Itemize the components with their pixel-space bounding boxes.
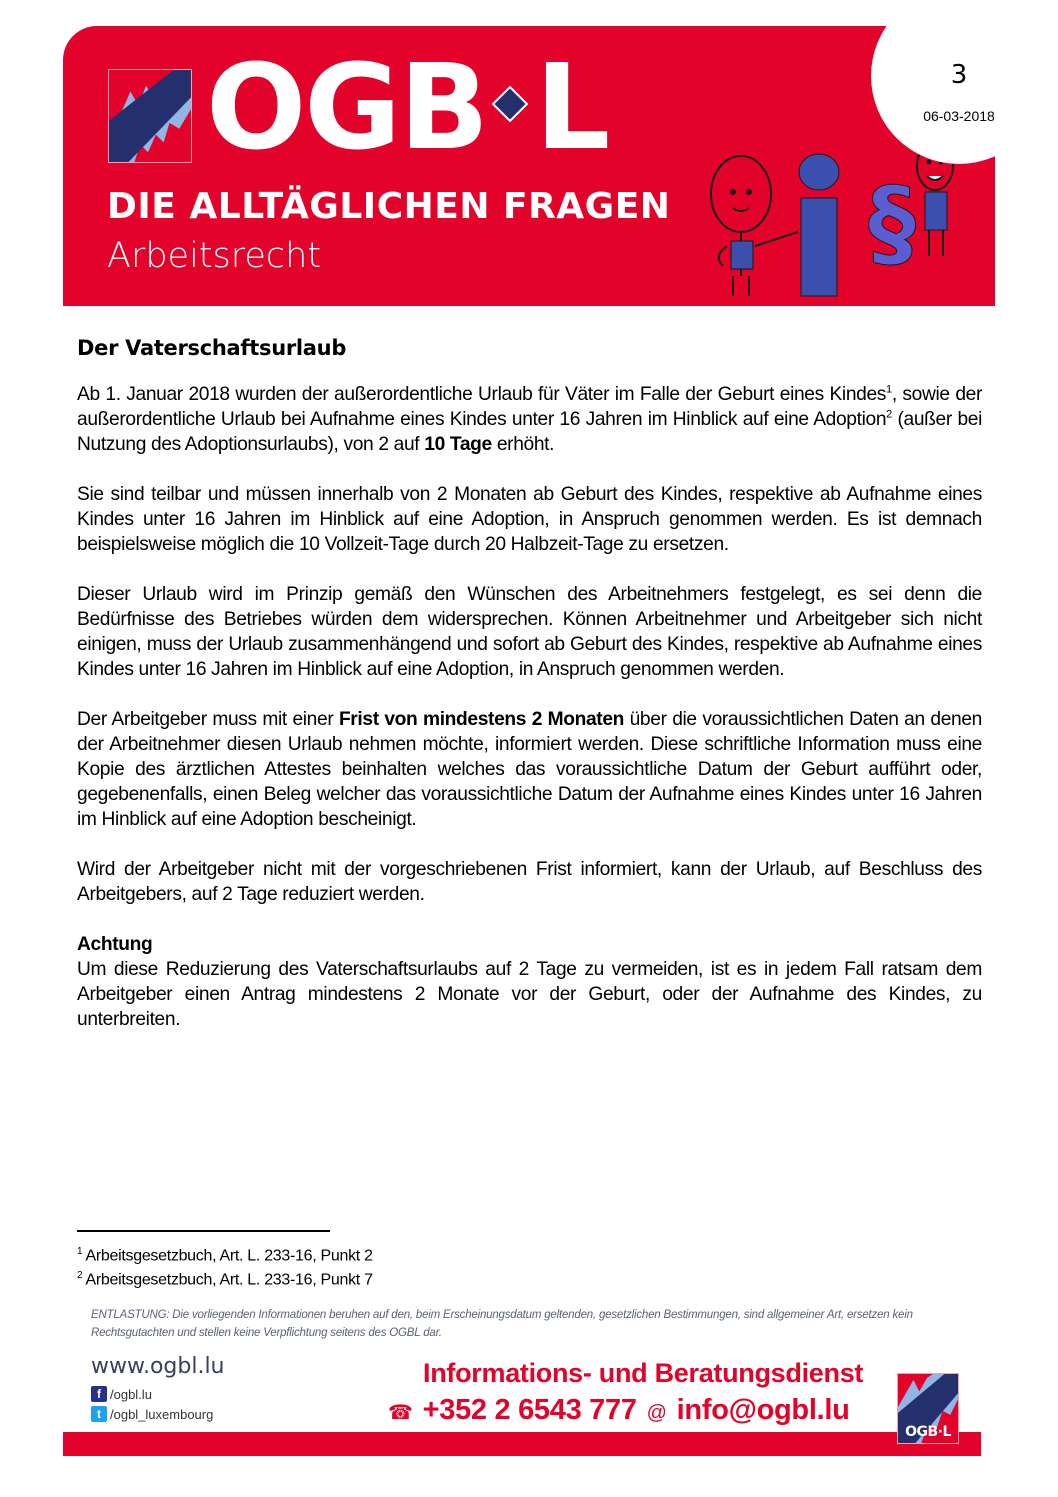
footnote-ref-2[interactable]: 2: [886, 408, 892, 421]
series-title: DIE ALLTÄGLICHEN FRAGEN: [107, 186, 671, 227]
phone-icon: ☎: [388, 1402, 413, 1424]
mascot-illustration-icon: [703, 136, 963, 306]
footnote-divider: [77, 1230, 330, 1232]
footnote-ref-1[interactable]: 1: [886, 383, 892, 396]
paragraph-divisible: Sie sind teilbar und müssen innerhalb von 2 Monaten ab Geburt des Kindes, respektive ab Aufnahme eines Kindes unter 16 Jahren im Hinblick auf eine Adoption, in Anspruch genommen werden. Es ist demnach beispielsweise möglich die 10 Vollzeit-Tage durch 20 Halbzeit-Tage zu ersetzen.: [77, 484, 982, 555]
facebook-icon: f: [91, 1386, 107, 1402]
service-title: Informations- und Beratungsdienst: [423, 1358, 864, 1388]
footer-logo-icon: OGB·L: [897, 1373, 959, 1444]
document-body: [77, 336, 982, 1057]
page-title: Der Vaterschaftsurlaub: [77, 336, 347, 360]
footer-red-bar: [63, 1432, 981, 1456]
footnote-2: $^2$ Arbeitsgesetzbuch, Art. L. 233-16, Punkt 7: [77, 1270, 373, 1289]
svg-text:§: §: [868, 167, 916, 279]
paragraph-reduction: Wird der Arbeitgeber nicht mit der vorgeschriebenen Frist informiert, kann der Urlaub, auf Beschluss des Arbeitgebers, auf 2 Tage reduziert werden.: [77, 859, 982, 905]
paragraph-intro: Ab 1. Januar 2018 wurden der außerordentliche Urlaub für Väter im Falle der Geburt eines Kindes$^1$, sowie der außerordentliche Urlaub bei Aufnahme eines Kindes unter 16 Jahren im Hinblick auf eine Adoption$^2$ (außer bei Nutzung des Adoptionsurlaubs), von 2 auf 10 Tage erhöht.: [77, 383, 982, 455]
ogbl-logo-icon: [108, 69, 192, 163]
paragraph-notice-period: Der Arbeitgeber muss mit einer Frist von mindestens 2 Monaten über die voraussichtlichen Daten an denen der Arbeitnehmer diesen Urlaub nehmen möchte, informiert werden. Diese schriftliche Information muss eine Kopie des ärztlichen Attestes beinhalten welches das voraussichtliche Datum der Geburt aufführt oder, gegebenenfalls, einen Beleg welcher das voraussichtliche Datum der Aufnahme eines Kindes unter 16 Jahren im Hinblick auf eine Adoption bescheinigt.: [77, 709, 982, 830]
footnote-1: $^1$ Arbeitsgesetzbuch, Art. L. 233-16, Punkt 2: [77, 1246, 373, 1265]
paragraph-scheduling: Dieser Urlaub wird im Prinzip gemäß den Wünschen des Arbeitnehmers festgelegt, es sei denn die Bedürfnisse des Betriebes würden dem widersprechen. Können Arbeitnehmer und Arbeitgeber sich nicht einigen, muss der Urlaub zusammenhängend und sofort ab Geburt des Kindes, respektive ab Aufnahme eines Kindes unter 16 Jahren im Hinblick auf eine Adoption, in Anspruch genommen werden.: [77, 584, 982, 680]
note-text: Um diese Reduzierung des Vaterschaftsurlaubs auf 2 Tage zu vermeiden, ist es in jedem Fall ratsam dem Arbeitgeber einen Antrag mindestens 2 Monate vor der Geburt, oder der Aufnahme des Kindes, zu unterbreiten.: [77, 959, 982, 1030]
brand-wordmark: OGB L: [206, 38, 609, 176]
header-banner: [63, 26, 995, 306]
issue-date: 06-03-2018: [923, 108, 995, 124]
twitter-link[interactable]: t /ogbl_luxembourg: [91, 1406, 213, 1422]
facebook-link[interactable]: f /ogbl.lu: [91, 1386, 152, 1402]
issue-number: 3: [950, 60, 968, 90]
phone-number[interactable]: +352 2 6543 777: [422, 1394, 637, 1426]
footnotes: [77, 1242, 373, 1291]
disclaimer: ENTLASTUNG: Die vorliegenden Informationen beruhen auf den, beim Erscheinungsdatum geltenden, gesetzlichen Bestimmungen, sind allgemeiner Art, ersetzen kein Rechtsgutachten und stellen keine Verpflichtung seitens des OGBL dar.: [91, 1309, 913, 1339]
brand-diamond-icon: [492, 85, 529, 122]
contact-line: [388, 1394, 850, 1427]
email-link[interactable]: info@ogbl.lu: [676, 1394, 850, 1426]
twitter-icon: t: [91, 1406, 107, 1422]
category-label: Arbeitsrecht: [107, 236, 322, 276]
email-at-icon: @: [646, 1402, 667, 1424]
note-heading: Achtung: [77, 934, 153, 955]
website-link[interactable]: www.ogbl.lu: [91, 1354, 225, 1379]
